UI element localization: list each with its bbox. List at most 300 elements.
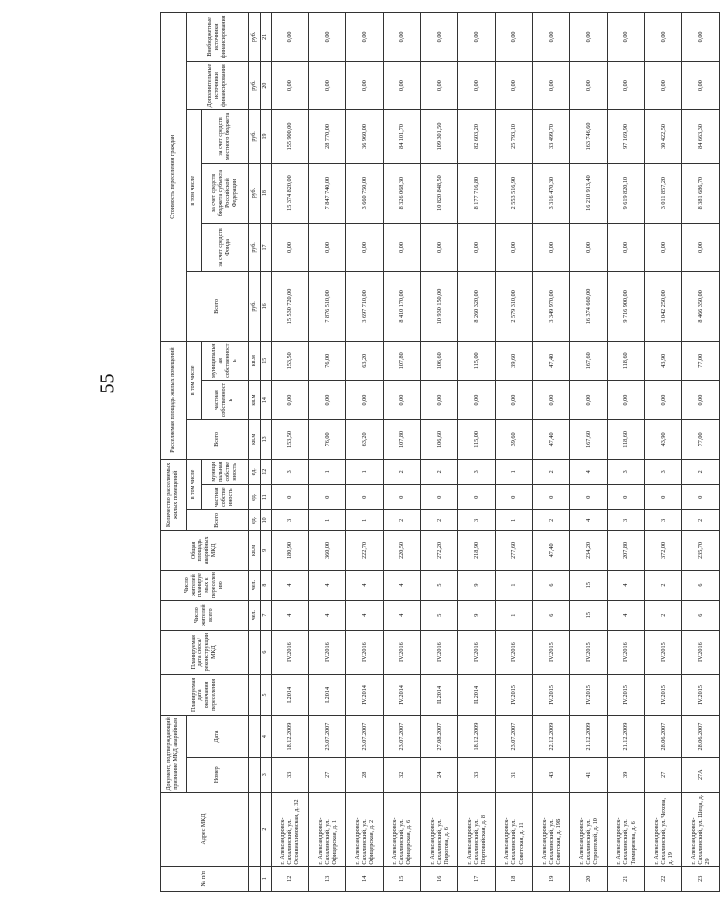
cell-n: 15 — [383, 866, 420, 891]
cell-fund: 0,00 — [309, 223, 346, 272]
cell-ctot: 9 716 900,00 — [607, 272, 644, 341]
cell-rooms: 3 — [271, 510, 308, 531]
cell-atot: 39,60 — [495, 420, 532, 459]
cell-date: 18.12.2009 — [458, 716, 495, 758]
cell-rmun: 3 — [645, 459, 682, 484]
unit-cell — [248, 716, 260, 758]
cell-res: 6 — [533, 600, 570, 630]
cell-rmun: 3 — [458, 459, 495, 484]
resettlement-table — [160, 12, 720, 892]
cell-ext: 0,00 — [383, 61, 420, 110]
cell-ext: 0,00 — [421, 61, 458, 110]
cell-res: 5 — [421, 600, 458, 630]
header-area-incl: в том числе — [186, 341, 201, 420]
cell-res: 4 — [346, 600, 383, 630]
cell-fund: 0,00 — [383, 223, 420, 272]
cell-demol: IV.2015 — [533, 630, 570, 674]
cell-rooms: 2 — [533, 510, 570, 531]
cell-addr: г. Александровск-Сахалинский, ул. Осоавиахимовская, д. 32 — [271, 792, 308, 866]
cell-area: 234,20 — [570, 531, 607, 570]
header-cost-local: за счет средств местного бюджета — [201, 110, 248, 163]
cell-ext: 0,00 — [309, 61, 346, 110]
cell-plan: IV.2015 — [533, 674, 570, 716]
unit-cell: руб. — [248, 272, 260, 341]
column-number: 20 — [260, 61, 271, 110]
cell-plan: IV.2015 — [495, 674, 532, 716]
cell-atot: 47,40 — [533, 420, 570, 459]
cell-docnum: 24 — [421, 757, 458, 792]
cell-ext: 0,00 — [607, 61, 644, 110]
cell-amun: 115,00 — [458, 341, 495, 380]
header-area-group: Расселяемая площадь жилых помещений — [161, 341, 187, 459]
cell-rmun: 2 — [533, 459, 570, 484]
cell-apriv: 0,00 — [645, 380, 682, 419]
cell-n: 14 — [346, 866, 383, 891]
cell-reg: 3 316 470,30 — [533, 163, 570, 223]
column-number: 1 — [260, 866, 271, 891]
cell-rooms: 1 — [309, 510, 346, 531]
cell-resp: 4 — [271, 570, 308, 600]
cell-plan: IV.2015 — [645, 674, 682, 716]
cell-addr: г. Александровск-Сахалинский, ул. Портовийская, д. 8 — [458, 792, 495, 866]
cell-ctot: 3 697 710,00 — [346, 272, 383, 341]
cell-atot: 153,50 — [271, 420, 308, 459]
column-number: 15 — [260, 341, 271, 380]
cell-exb: 0,00 — [570, 13, 607, 62]
cell-date: 28.06.2007 — [682, 716, 720, 758]
unit-cell: руб. — [248, 110, 260, 163]
header-cost-extra: Дополнительные источники финансирования — [186, 61, 248, 110]
cell-res: 4 — [607, 600, 644, 630]
header-row-1 — [161, 13, 187, 892]
table-row — [682, 13, 720, 892]
column-number: 2 — [260, 792, 271, 866]
unit-cell: руб. — [248, 13, 260, 62]
cell-area: 277,60 — [495, 531, 532, 570]
cell-fund: 0,00 — [682, 223, 720, 272]
header-area-private: частная собственность — [201, 380, 248, 419]
table-row — [309, 13, 346, 892]
cell-addr: г. Александровск-Сахалинский, ул. Строителей, д. 10 — [570, 792, 607, 866]
cell-ext: 0,00 — [533, 61, 570, 110]
cell-rooms: 2 — [421, 510, 458, 531]
unit-cell: руб. — [248, 61, 260, 110]
cell-plan: I.2014 — [309, 674, 346, 716]
cell-docnum: 33 — [458, 757, 495, 792]
cell-area: 207,80 — [607, 531, 644, 570]
cell-rpriv: 0 — [309, 485, 346, 510]
cell-area: 222,70 — [346, 531, 383, 570]
cell-amun: 39,60 — [495, 341, 532, 380]
cell-resp: 6 — [682, 570, 720, 600]
cell-docnum: 32 — [383, 757, 420, 792]
cell-amun: 76,00 — [309, 341, 346, 380]
cell-apriv: 0,00 — [346, 380, 383, 419]
cell-area: 360,00 — [309, 531, 346, 570]
cell-apriv: 0,00 — [570, 380, 607, 419]
cell-exb: 0,00 — [346, 13, 383, 62]
cell-area: 235,70 — [682, 531, 720, 570]
cell-fund: 0,00 — [495, 223, 532, 272]
cell-loc: 30 422,50 — [645, 110, 682, 163]
header-doc-date: Дата — [186, 716, 248, 758]
cell-exb: 0,00 — [645, 13, 682, 62]
cell-atot: 106,60 — [421, 420, 458, 459]
header-cost-fund: за счет средств Фонда — [201, 223, 248, 272]
cell-docnum: 43 — [533, 757, 570, 792]
cell-ctot: 2 579 310,00 — [495, 272, 532, 341]
cell-reg: 10 820 848,50 — [421, 163, 458, 223]
unit-cell: ед. — [248, 485, 260, 510]
cell-area: 372,00 — [645, 531, 682, 570]
cell-rmun: 1 — [346, 459, 383, 484]
header-cost-incl: в том числе — [186, 110, 201, 272]
cell-plan: II.2014 — [421, 674, 458, 716]
cell-ext: 0,00 — [271, 61, 308, 110]
column-numbers-row — [260, 13, 271, 892]
cell-fund: 0,00 — [607, 223, 644, 272]
cell-apriv: 0,00 — [383, 380, 420, 419]
cell-apriv: 0,00 — [458, 380, 495, 419]
cell-rooms: 3 — [645, 510, 682, 531]
cell-exb: 0,00 — [271, 13, 308, 62]
cell-rpriv: 0 — [495, 485, 532, 510]
cell-loc: 84 101,70 — [383, 110, 420, 163]
cell-apriv: 0,00 — [271, 380, 308, 419]
cell-reg: 8 381 686,70 — [682, 163, 720, 223]
cell-resp: 15 — [570, 570, 607, 600]
cell-rpriv: 0 — [458, 485, 495, 510]
column-number: 14 — [260, 380, 271, 419]
cell-ctot: 10 930 150,00 — [421, 272, 458, 341]
cell-docnum: 27А — [682, 757, 720, 792]
cell-reg: 2 553 516,90 — [495, 163, 532, 223]
header-address: Адрес МКД — [161, 792, 249, 866]
cell-ctot: 16 374 660,00 — [570, 272, 607, 341]
cell-loc: 97 169,90 — [607, 110, 644, 163]
cell-addr: г. Александровск-Сахалинский, ул. Советская, д. 19Б — [533, 792, 570, 866]
cell-rooms: 4 — [570, 510, 607, 531]
cell-date: 23.07.2007 — [309, 716, 346, 758]
cell-addr: г. Александровск-Сахалинский, ул. Офицерская, д. 6 — [383, 792, 420, 866]
cell-docnum: 27 — [309, 757, 346, 792]
cell-resp: 6 — [533, 570, 570, 600]
cell-reg: 8 326 068,30 — [383, 163, 420, 223]
cell-plan: I.2014 — [271, 674, 308, 716]
cell-date: 23.07.2007 — [495, 716, 532, 758]
cell-rmun: 3 — [607, 459, 644, 484]
cell-demol: IV.2016 — [383, 630, 420, 674]
column-number: 6 — [260, 630, 271, 674]
cell-demol: IV.2016 — [458, 630, 495, 674]
cell-exb: 0,00 — [533, 13, 570, 62]
cell-reg: 16 210 913,40 — [570, 163, 607, 223]
cell-atot: 76,00 — [309, 420, 346, 459]
header-doc-group: Документ, подтверждающий признание МКД аварийным — [161, 716, 187, 792]
cell-loc: 109 301,50 — [421, 110, 458, 163]
header-area-municipal: муниципальная собственность — [201, 341, 248, 380]
cell-addr: г. Александровск-Сахалинский, ул. Пирогова, д. 6 — [421, 792, 458, 866]
column-number: 8 — [260, 570, 271, 600]
cell-ctot: 3 042 250,00 — [645, 272, 682, 341]
cell-demol: IV.2016 — [309, 630, 346, 674]
cell-date: 21.12.2009 — [570, 716, 607, 758]
cell-resp: 4 — [346, 570, 383, 600]
cell-rooms: 3 — [458, 510, 495, 531]
cell-rpriv: 0 — [421, 485, 458, 510]
column-number: 19 — [260, 110, 271, 163]
cell-rpriv: 0 — [645, 485, 682, 510]
cell-rmun: 2 — [421, 459, 458, 484]
cell-rpriv: 0 — [533, 485, 570, 510]
cell-fund: 0,00 — [421, 223, 458, 272]
cell-addr: г. Александровск-Сахалинский, ул. Чехова, д. 19 — [645, 792, 682, 866]
cell-reg: 3 660 750,00 — [346, 163, 383, 223]
column-number: 17 — [260, 223, 271, 272]
cell-exb: 0,00 — [383, 13, 420, 62]
cell-date: 23.07.2007 — [346, 716, 383, 758]
column-number: 5 — [260, 674, 271, 716]
column-number: 3 — [260, 757, 271, 792]
cell-area: 218,90 — [458, 531, 495, 570]
header-doc-number: Номер — [186, 757, 248, 792]
cell-amun: 167,60 — [570, 341, 607, 380]
cell-ext: 0,00 — [495, 61, 532, 110]
header-rooms-private: частная собственность — [201, 485, 248, 510]
cell-n: 17 — [458, 866, 495, 891]
header-residents-planned: Число жителей планируемых к переселению — [161, 570, 249, 600]
column-number: 13 — [260, 420, 271, 459]
header-cost-region: за счет средств бюджета субъекта Российской Федерации — [201, 163, 248, 223]
cell-addr: г. Александровск-Сахалинский, ул. Офицерская, д. 1 — [309, 792, 346, 866]
cell-loc: 33 499,70 — [533, 110, 570, 163]
cell-plan: IV.2015 — [570, 674, 607, 716]
cell-res: 1 — [495, 600, 532, 630]
cell-loc: 155 900,00 — [271, 110, 308, 163]
unit-cell: ед. — [248, 459, 260, 484]
cell-loc: 84 663,30 — [682, 110, 720, 163]
cell-ext: 0,00 — [346, 61, 383, 110]
cell-addr: г. Александровск-Сахалинский, ул. Тимирязева, д. 6 — [607, 792, 644, 866]
unit-cell: кв.м — [248, 341, 260, 380]
header-num: № п/п — [161, 866, 249, 891]
column-number: 7 — [260, 600, 271, 630]
header-rooms-total: Всего — [186, 510, 248, 531]
header-residents: Число жителей всего — [161, 600, 249, 630]
cell-res: 15 — [570, 600, 607, 630]
cell-res: 4 — [271, 600, 308, 630]
table-row — [533, 13, 570, 892]
cell-plan: IV.2014 — [383, 674, 420, 716]
cell-apriv: 0,00 — [495, 380, 532, 419]
cell-demol: IV.2015 — [645, 630, 682, 674]
cell-docnum: 31 — [495, 757, 532, 792]
cell-plan: IV.2015 — [607, 674, 644, 716]
unit-cell — [248, 792, 260, 866]
table-body — [161, 13, 720, 892]
header-total-area: Общая площадь аварийных МКД — [161, 531, 249, 570]
cell-atot: 107,80 — [383, 420, 420, 459]
cell-amun: 106,60 — [421, 341, 458, 380]
cell-docnum: 27 — [645, 757, 682, 792]
cell-plan: IV.2015 — [682, 674, 720, 716]
cell-fund: 0,00 — [570, 223, 607, 272]
cell-demol: IV.2016 — [271, 630, 308, 674]
cell-fund: 0,00 — [346, 223, 383, 272]
cell-ext: 0,00 — [682, 61, 720, 110]
cell-n: 21 — [607, 866, 644, 891]
cell-reg: 8 177 716,80 — [458, 163, 495, 223]
header-rooms-municipal: муниципальная собственность — [201, 459, 248, 484]
header-rooms-group: Количество расселяемых жилых помещений — [161, 459, 187, 531]
cell-docnum: 33 — [271, 757, 308, 792]
cell-addr: г. Александровск-Сахалинский, ул. Шеца, д. 29 — [682, 792, 720, 866]
column-number: 16 — [260, 272, 271, 341]
cell-reg: 9 619 820,10 — [607, 163, 644, 223]
cell-fund: 0,00 — [533, 223, 570, 272]
cell-amun: 153,50 — [271, 341, 308, 380]
rotated-table-wrapper — [160, 12, 720, 892]
unit-cell: чел. — [248, 570, 260, 600]
cell-n: 20 — [570, 866, 607, 891]
cell-n: 13 — [309, 866, 346, 891]
column-number: 11 — [260, 485, 271, 510]
cell-exb: 0,00 — [607, 13, 644, 62]
cell-res: 9 — [458, 600, 495, 630]
cell-rpriv: 0 — [271, 485, 308, 510]
cell-date: 28.06.2007 — [645, 716, 682, 758]
cell-ctot: 8 466 350,00 — [682, 272, 720, 341]
column-number: 12 — [260, 459, 271, 484]
header-cost-extrabudget: Внебюджетные источники финансирования — [186, 13, 248, 62]
cell-reg: 7 847 740,00 — [309, 163, 346, 223]
cell-res: 2 — [645, 600, 682, 630]
table-row — [458, 13, 495, 892]
cell-apriv: 0,00 — [533, 380, 570, 419]
cell-loc: 25 793,10 — [495, 110, 532, 163]
cell-ctot: 7 876 510,00 — [309, 272, 346, 341]
cell-atot: 118,60 — [607, 420, 644, 459]
header-planned-demolition: Планируемая дата сноса/реконструкции МКД — [161, 630, 249, 674]
cell-rmun: 1 — [495, 459, 532, 484]
cell-n: 22 — [645, 866, 682, 891]
cell-rooms: 2 — [682, 510, 720, 531]
cell-resp: 4 — [607, 570, 644, 600]
cell-loc: 82 603,20 — [458, 110, 495, 163]
cell-rmun: 3 — [271, 459, 308, 484]
unit-cell: чел. — [248, 600, 260, 630]
cell-n: 18 — [495, 866, 532, 891]
column-number: 21 — [260, 13, 271, 62]
cell-demol: IV.2016 — [495, 630, 532, 674]
cell-res: 4 — [383, 600, 420, 630]
cell-ext: 0,00 — [645, 61, 682, 110]
cell-date: 23.07.2007 — [383, 716, 420, 758]
cell-demol: IV.2016 — [607, 630, 644, 674]
cell-n: 16 — [421, 866, 458, 891]
cell-reg: 3 011 857,20 — [645, 163, 682, 223]
header-area-total: Всего — [186, 420, 248, 459]
cell-fund: 0,00 — [271, 223, 308, 272]
cell-res: 4 — [309, 600, 346, 630]
cell-plan: II.2014 — [458, 674, 495, 716]
cell-rpriv: 0 — [570, 485, 607, 510]
column-number: 9 — [260, 531, 271, 570]
cell-rmun: 4 — [570, 459, 607, 484]
header-cost-group: Стоимость переселения граждан — [161, 13, 187, 342]
cell-atot: 43,90 — [645, 420, 682, 459]
column-number: 18 — [260, 163, 271, 223]
cell-ctot: 8 410 170,00 — [383, 272, 420, 341]
unit-cell: руб. — [248, 223, 260, 272]
cell-ctot: 3 349 970,00 — [533, 272, 570, 341]
cell-res: 6 — [682, 600, 720, 630]
cell-exb: 0,00 — [458, 13, 495, 62]
cell-date: 21.12.2009 — [607, 716, 644, 758]
cell-apriv: 0,00 — [607, 380, 644, 419]
cell-apriv: 0,00 — [682, 380, 720, 419]
unit-cell: ед. — [248, 510, 260, 531]
cell-area: 220,50 — [383, 531, 420, 570]
header-cost-total: Всего — [186, 272, 248, 341]
cell-apriv: 0,00 — [309, 380, 346, 419]
cell-rmun: 2 — [682, 459, 720, 484]
cell-loc: 28 770,00 — [309, 110, 346, 163]
cell-amun: 118,60 — [607, 341, 644, 380]
cell-amun: 47,40 — [533, 341, 570, 380]
table-row — [645, 13, 682, 892]
unit-cell — [248, 866, 260, 891]
cell-rooms: 1 — [346, 510, 383, 531]
cell-demol: IV.2016 — [421, 630, 458, 674]
cell-resp: 9 — [458, 570, 495, 600]
cell-exb: 0,00 — [682, 13, 720, 62]
cell-amun: 43,90 — [645, 341, 682, 380]
cell-resp: 5 — [421, 570, 458, 600]
header-planned-completion: Планируемая дата окончания переселения — [161, 674, 249, 716]
table-row — [421, 13, 458, 892]
cell-atot: 167,60 — [570, 420, 607, 459]
table-row — [570, 13, 607, 892]
cell-amun: 77,00 — [682, 341, 720, 380]
cell-ctot: 8 260 320,00 — [458, 272, 495, 341]
cell-n: 19 — [533, 866, 570, 891]
cell-demol: IV.2016 — [346, 630, 383, 674]
unit-cell — [248, 757, 260, 792]
cell-docnum: 28 — [346, 757, 383, 792]
cell-exb: 0,00 — [495, 13, 532, 62]
cell-area: 47,40 — [533, 531, 570, 570]
cell-atot: 63,20 — [346, 420, 383, 459]
table-row — [271, 13, 308, 892]
cell-ext: 0,00 — [570, 61, 607, 110]
cell-resp: 2 — [645, 570, 682, 600]
cell-area: 272,20 — [421, 531, 458, 570]
unit-cell: кв.м — [248, 380, 260, 419]
table-row — [346, 13, 383, 892]
unit-cell: кв.м — [248, 531, 260, 570]
cell-docnum: 41 — [570, 757, 607, 792]
cell-exb: 0,00 — [309, 13, 346, 62]
units-row — [248, 13, 260, 892]
cell-n: 23 — [682, 866, 720, 891]
cell-ext: 0,00 — [458, 61, 495, 110]
cell-addr: г. Александровск-Сахалинский, ул. Офицерская, д. 2 — [346, 792, 383, 866]
cell-rpriv: 0 — [346, 485, 383, 510]
resettlement-table-page — [160, 12, 720, 892]
cell-resp: 4 — [309, 570, 346, 600]
page-number: 55 — [96, 373, 119, 394]
